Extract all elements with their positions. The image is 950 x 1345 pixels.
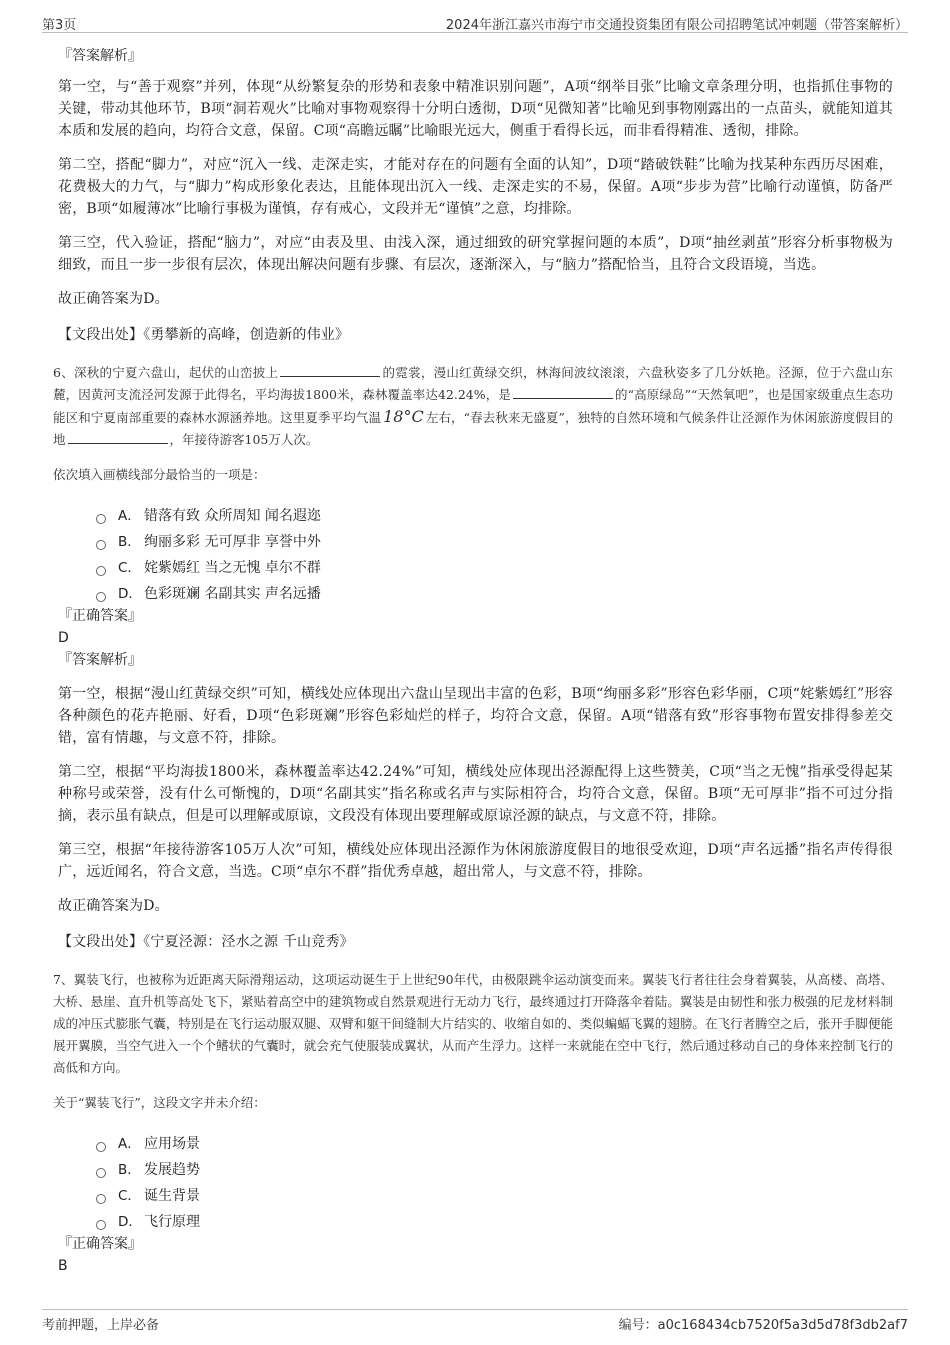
- q6-correct-tag: 『正确答案』: [58, 608, 142, 624]
- q7-prompt: 关于“翼装飞行”，这段文字并未介绍：: [53, 1095, 266, 1110]
- radio-icon[interactable]: [96, 1220, 106, 1230]
- q5-conclusion: 故正确答案为D。: [58, 291, 169, 307]
- q5-analysis-section: [58, 46, 893, 346]
- q6-prompt: 依次填入画横线部分最恰当的一项是：: [53, 467, 266, 482]
- document-code: a0c168434cb7520f5a3d5d78f3db2af7: [657, 1318, 908, 1333]
- q7-correct-answer: B: [58, 1258, 68, 1274]
- q6-analysis-p1: 第一空，根据“漫山红黄绿交织”可知，横线处应体现出六盘山呈现出丰富的色彩，B项“绚丽多彩”形容色彩华丽，C项“姹紫嫣红”形容各种颜色的花卉艳丽、好看，D项“色彩斑斓”形容色彩灿烂的样子，均符合文意，保留。A项“错落有致”形容事物布置安排得参差交错，富有情趣，与文意不符，排除。: [58, 686, 893, 746]
- q5-analysis-tag: 『答案解析』: [58, 48, 142, 64]
- footer-code: 编号：a0c168434cb7520f5a3d5d78f3db2af7: [618, 1318, 908, 1333]
- q7-option-a[interactable]: A． 应用场景: [96, 1131, 893, 1157]
- radio-icon[interactable]: [96, 540, 106, 550]
- q6-option-d[interactable]: D． 色彩斑斓 名副其实 声名远播: [96, 581, 893, 607]
- q6-blank-3: [68, 431, 168, 444]
- question-6: [53, 362, 894, 953]
- q6-option-c[interactable]: C． 姹紫嫣红 当之无愧 卓尔不群: [96, 555, 893, 581]
- page-number: 第3页: [42, 18, 77, 33]
- q5-analysis-p1: 第一空，与“善于观察”并列，体现“从纷繁复杂的形势和表象中精准识别问题”，A项“纲举目张”比喻文章条理分明，也指抓住事物的关键，带动其他环节，B项“洞若观火”比喻对事物观察得十分明白透彻，D项“见微知著”比喻见到事物刚露出的一点苗头，就能知道其本质和发展的趋向，均符合文意，保留。C项“高瞻远瞩”比喻眼光远大，侧重于看得长远，而非看得精准、透彻，排除。: [58, 79, 893, 139]
- q6-conclusion: 故正确答案为D。: [58, 898, 169, 914]
- footer-slogan: 考前押题，上岸必备: [42, 1318, 160, 1333]
- radio-icon[interactable]: [96, 1168, 106, 1178]
- q6-blank-2: [513, 386, 613, 399]
- page-footer: [42, 1309, 908, 1332]
- q6-blank-1: [280, 364, 380, 377]
- document-title: 2024年浙江嘉兴市海宁市交通投资集团有限公司招聘笔试冲刺题（带答案解析）: [445, 18, 908, 33]
- page-header: [42, 12, 908, 33]
- q7-option-d[interactable]: D． 飞行原理: [96, 1209, 893, 1235]
- q6-correct-answer: D: [58, 630, 69, 646]
- q7-option-b[interactable]: B． 发展趋势: [96, 1157, 893, 1183]
- radio-icon[interactable]: [96, 592, 106, 602]
- question-7: [53, 969, 893, 1275]
- q7-stem: 7、翼装飞行，也被称为近距离天际滑翔运动，这项运动诞生于上世纪90年代，由极限跳伞运动演变而来。翼装飞行者往往会身着翼装，从高楼、高塔、大桥、悬崖、直升机等高处飞下，紧贴着高空中的建筑物或自然景观进行无动力飞行，最终通过打开降落伞着陆。翼装是由韧性和张力极强的尼龙材料制成的冲压式膨胀气囊，特别是在飞行运动服双腿、双臂和躯干间缝制大片结实的、收缩自如的、类似蝙蝠飞翼的翅膀。在飞行者腾空之后，张开手脚便能展开翼膜，当空气进入一个个鳍状的气囊时，就会充气使服装成翼状，从而产生浮力。这样一来就能在空中飞行，然后通过移动自己的身体来控制飞行的高低和方向。: [53, 972, 893, 1075]
- q6-analysis-p3: 第三空，根据“年接待游客105万人次”可知，横线处应体现出泾源作为休闲旅游度假目的地很受欢迎，D项“声名远播”指名声传得很广，远近闻名，符合文意，当选。C项“卓尔不群”指优秀卓越，超出常人，与文意不符，排除。: [58, 842, 893, 880]
- q6-option-b[interactable]: B． 绚丽多彩 无可厚非 享誉中外: [96, 529, 893, 555]
- radio-icon[interactable]: [96, 514, 106, 524]
- q5-analysis-p2: 第二空，搭配“脚力”，对应“沉入一线、走深走实，才能对存在的问题有全面的认知”，D项“踏破铁鞋”比喻为找某种东西历尽困难，花费极大的力气，与“脚力”构成形象化表达，且能体现出沉入一线、走深走实的不易，保留。A项“步步为营”比喻行动谨慎，防备严密，B项“如履薄冰”比喻行事极为谨慎，存有戒心，文段并无“谨慎”之意，均排除。: [58, 157, 893, 217]
- q7-correct-tag: 『正确答案』: [58, 1236, 142, 1252]
- radio-icon[interactable]: [96, 1194, 106, 1204]
- radio-icon[interactable]: [96, 1142, 106, 1152]
- q6-option-a[interactable]: A． 错落有致 众所周知 闻名遐迩: [96, 503, 893, 529]
- q6-analysis-tag: 『答案解析』: [58, 652, 142, 668]
- q6-source: 【文段出处】《宁夏泾源：泾水之源 千山竞秀》: [58, 934, 354, 950]
- q6-options: [96, 503, 893, 607]
- q5-analysis-p3: 第三空，代入验证，搭配“脑力”，对应“由表及里、由浅入深，通过细致的研究掌握问题的本质”，D项“抽丝剥茧”形容分析事物极为细致，而且一步一步很有层次，体现出解决问题有步骤、有层次，逐渐深入，与“脑力”搭配恰当，且符合文段语境，当选。: [58, 235, 893, 273]
- page-content: [53, 46, 894, 1279]
- q6-stem: 6、深秋的宁夏六盘山，起伏的山峦披上 的霓裳，漫山红黄绿交织，林海间波纹滚滚，六盘秋姿多了几分妖艳。泾源，位于六盘山东麓，因黄河支流泾河发源于此得名，平均海拔1800米，森林覆盖率达42.24%，是 的“高原绿岛”“天然氧吧”，也是国家级重点生态功能区和宁夏南部重要的森林水源涵养地。这里夏季平均气温 18°C 左右，“春去秋来无盛夏”，独特的自然环境和气候条件让泾源作为休闲旅游度假目的地 ，年接待游客105万人次。: [53, 365, 894, 447]
- q7-option-c[interactable]: C． 诞生背景: [96, 1183, 893, 1209]
- q6-analysis-p2: 第二空，根据“平均海拔1800米，森林覆盖率达42.24%”可知，横线处应体现出泾源配得上这些赞美，C项“当之无愧”指承受得起某种称号或荣誉，没有什么可惭愧的，D项“名副其实”指名称或名声与实际相符合，均符合文意，保留。B项“无可厚非”指不可过分指摘，表示虽有缺点，但是可以理解或原谅，文段没有体现出要理解或原谅泾源的缺点，与文意不符，排除。: [58, 764, 893, 824]
- q7-options: [96, 1131, 893, 1235]
- radio-icon[interactable]: [96, 566, 106, 576]
- q5-source: 【文段出处】《勇攀新的高峰，创造新的伟业》: [58, 327, 350, 343]
- q6-temperature: 18°C: [383, 407, 424, 426]
